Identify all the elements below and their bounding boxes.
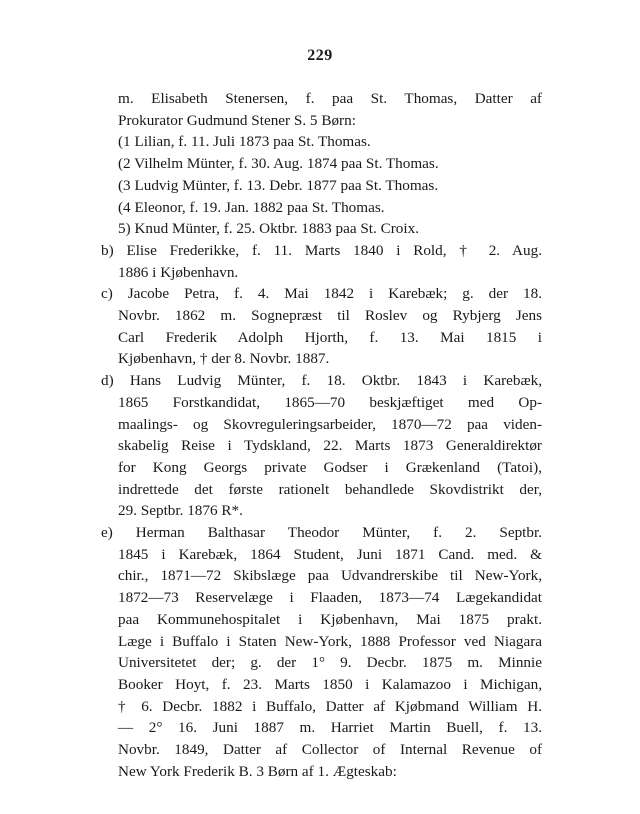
child-entry-line: (1 Lilian, f. 11. Juli 1873 paa St. Thomas.	[118, 133, 371, 151]
child-entry-line: 5) Knud Münter, f. 25. Oktbr. 1883 paa St. Croix.	[118, 220, 420, 238]
entry-heading-line: b) Elise Frederikke, f. 11. Marts 1840 i Rold, † 2. Aug.	[101, 241, 542, 259]
entry-heading-line: e) Herman Balthasar Theodor Münter, f. 2. Septbr.	[101, 524, 542, 542]
text-line: indrettede det første rationelt behandlede Skovdistrikt der,	[118, 480, 542, 498]
genealogy-text	[101, 88, 542, 783]
page-number: 229	[307, 47, 333, 64]
text-line: 1865 Forstkandidat, 1865—70 beskjæftiget med Op-	[118, 393, 542, 411]
text-line: — 2° 16. Juni 1887 m. Harriet Martin Buell, f. 13.	[118, 719, 542, 737]
text-line: chir., 1871—72 Skibslæge paa Udvandrerskibe til New-York,	[118, 567, 542, 585]
text-line: Novbr. 1849, Datter af Collector of Internal Revenue of	[118, 741, 542, 759]
text-line: 1872—73 Reservelæge i Flaaden, 1873—74 Lægekandidat	[118, 589, 542, 607]
child-entry-line: (2 Vilhelm Münter, f. 30. Aug. 1874 paa St. Thomas.	[118, 155, 439, 173]
text-line: Kjøbenhavn, † der 8. Novbr. 1887.	[118, 350, 330, 368]
text-line: skabelig Reise i Tydskland, 22. Marts 1873 Generaldirektør	[118, 437, 542, 455]
text-line: † 6. Decbr. 1882 i Buffalo, Datter af Kjøbmand William H.	[118, 697, 542, 715]
text-line: Universitetet der; g. der 1° 9. Decbr. 1875 m. Minnie	[118, 654, 542, 672]
text-line: Novbr. 1862 m. Sognepræst til Roslev og Rybjerg Jens	[118, 307, 542, 325]
entry-heading-line: d) Hans Ludvig Münter, f. 18. Oktbr. 1843 i Karebæk,	[101, 372, 542, 390]
text-line: paa Kommunehospitalet i Kjøbenhavn, Mai 1875 prakt.	[118, 610, 542, 628]
text-line: 1886 i Kjøbenhavn.	[118, 263, 239, 281]
text-line: Carl Frederik Adolph Hjorth, f. 13. Mai 1815 i	[118, 328, 542, 346]
entry-heading-line: c) Jacobe Petra, f. 4. Mai 1842 i Karebæk; g. der 18.	[101, 285, 542, 303]
text-line: for Kong Georgs private Godser i Grækenland (Tatoi),	[118, 458, 542, 476]
text-line: Læge i Buffalo i Staten New-York, 1888 Professor ved Niagara	[118, 632, 542, 650]
text-line: Booker Hoyt, f. 23. Marts 1850 i Kalamazoo i Michigan,	[118, 675, 542, 693]
text-line: Prokurator Gudmund Stener S. 5 Børn:	[118, 111, 356, 129]
child-entry-line: (4 Eleonor, f. 19. Jan. 1882 paa St. Thomas.	[118, 198, 385, 216]
text-line: m. Elisabeth Stenersen, f. paa St. Thomas, Datter af	[118, 90, 542, 107]
text-line: maalings- og Skovreguleringsarbeider, 1870—72 paa viden-	[118, 415, 542, 433]
text-line: New York Frederik B. 3 Børn af 1. Ægteskab:	[118, 762, 397, 780]
text-line: 1845 i Karebæk, 1864 Student, Juni 1871 Cand. med. &	[118, 545, 542, 563]
child-entry-line: (3 Ludvig Münter, f. 13. Debr. 1877 paa St. Thomas.	[118, 176, 439, 194]
text-line: 29. Septbr. 1876 R*.	[118, 502, 243, 520]
